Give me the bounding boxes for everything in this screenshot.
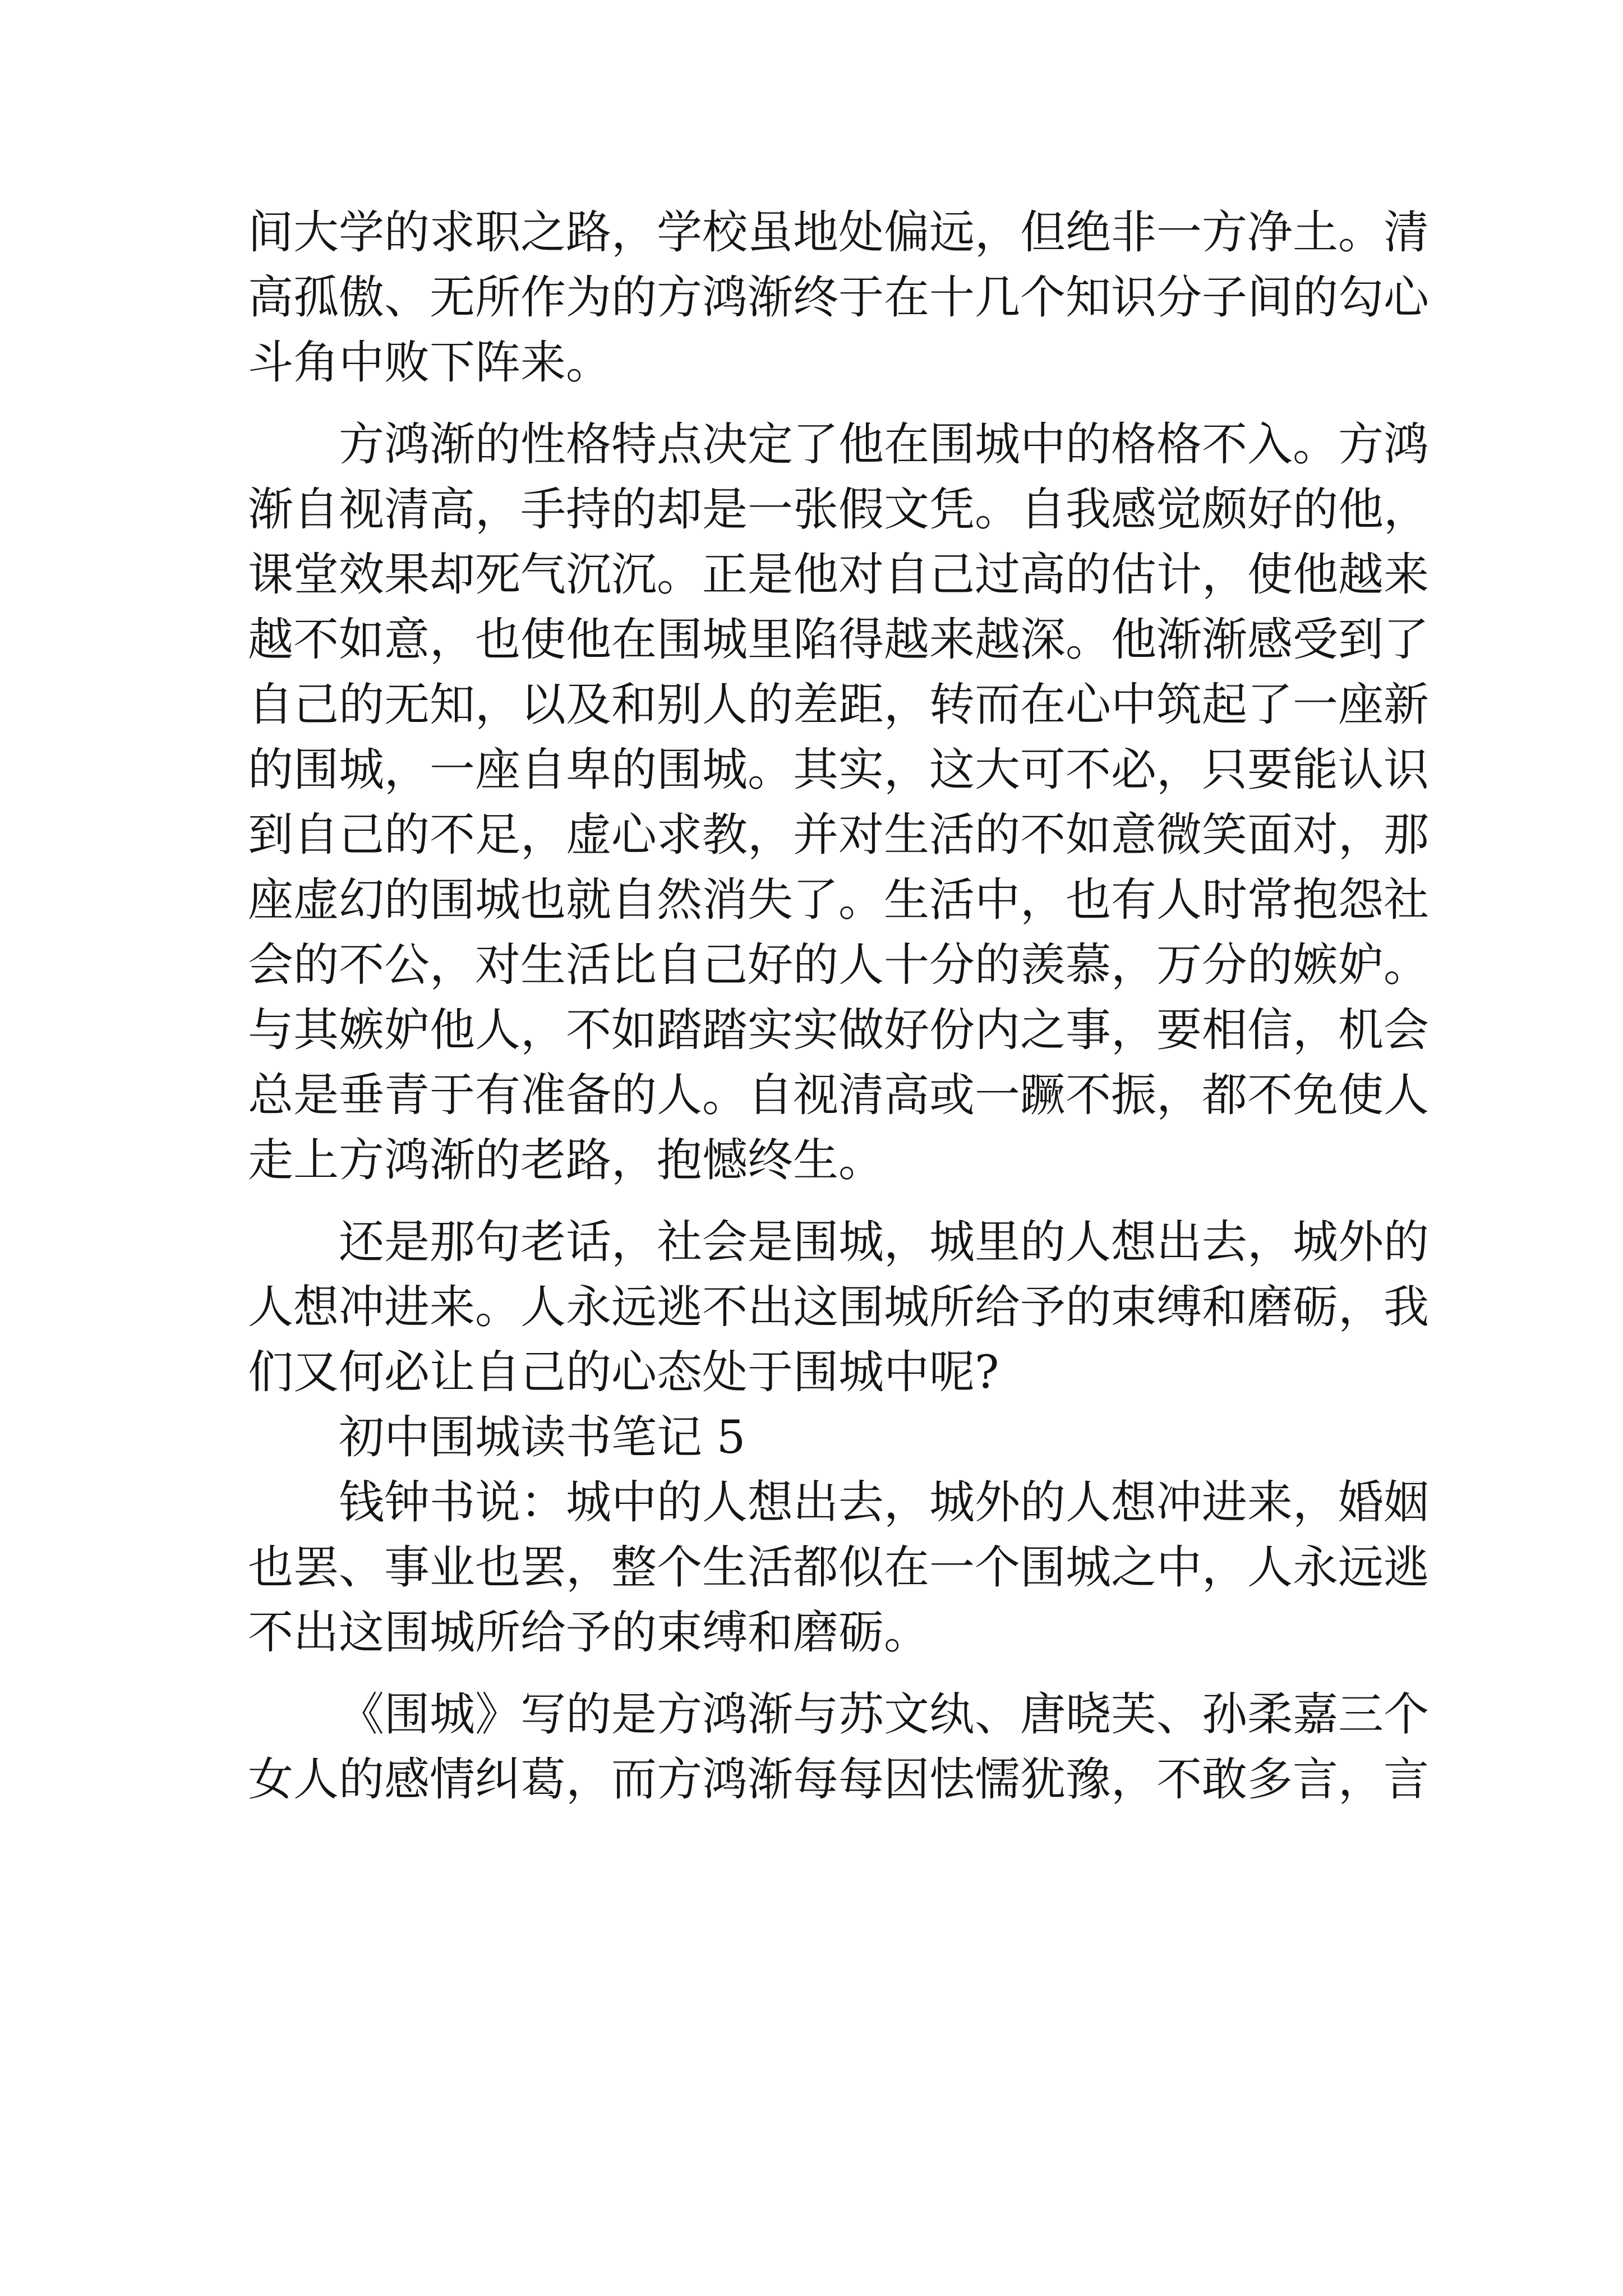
text-line: 课堂效果却死气沉沉。正是他对自己过高的估计，使他越来 — [248, 549, 1430, 601]
text-line: 走上方鸿渐的老路，抱憾终生。 — [248, 1134, 884, 1187]
text-line: 们又何必让自己的心态处于围城中呢? — [248, 1346, 999, 1399]
text-line: 自己的无知，以及和别人的差距，转而在心中筑起了一座新 — [248, 679, 1430, 731]
paragraph-first-line: 方鸿渐的性格特点决定了他在围城中的格格不入。方鸿 — [339, 418, 1430, 471]
section-heading: 初中围城读书笔记 5 — [339, 1411, 746, 1464]
text-line: 不出这围城所给予的束缚和磨砺。 — [248, 1607, 930, 1659]
paragraph-first-line: 《围城》写的是方鸿渐与苏文纨、唐晓芙、孙柔嘉三个 — [339, 1688, 1430, 1741]
text-line: 到自己的不足，虚心求教，并对生活的不如意微笑面对，那 — [248, 809, 1430, 862]
text-line: 间大学的求职之路，学校虽地处偏远，但绝非一方净土。清 — [248, 206, 1430, 259]
text-line: 越不如意，也使他在围城里陷得越来越深。他渐渐感受到了 — [248, 614, 1430, 666]
text-line: 会的不公，对生活比自己好的人十分的羡慕，万分的嫉妒。 — [248, 939, 1430, 992]
paragraph-first-line: 还是那句老话，社会是围城，城里的人想出去，城外的 — [339, 1216, 1430, 1269]
text-line: 斗角中败下阵来。 — [248, 337, 612, 389]
body-text — [248, 200, 1430, 1812]
text-line: 渐自视清高，手持的却是一张假文凭。自我感觉颇好的他， — [248, 484, 1430, 536]
text-line: 也罢、事业也罢，整个生活都似在一个围城之中，人永远逃 — [248, 1542, 1430, 1594]
text-line: 总是垂青于有准备的人。自视清高或一蹶不振，都不免使人 — [248, 1069, 1430, 1122]
text-line: 的围城，一座自卑的围城。其实，这大可不必，只要能认识 — [248, 744, 1430, 797]
paragraph-first-line: 钱钟书说：城中的人想出去，城外的人想冲进来，婚姻 — [339, 1476, 1430, 1529]
text-line: 座虚幻的围城也就自然消失了。生活中，也有人时常抱怨社 — [248, 874, 1430, 927]
text-line: 与其嫉妒他人，不如踏踏实实做好份内之事，要相信，机会 — [248, 1004, 1430, 1057]
text-line: 女人的感情纠葛，而方鸿渐每每因怯懦犹豫，不敢多言，言 — [248, 1754, 1430, 1806]
text-line: 高孤傲、无所作为的方鸿渐终于在十几个知识分子间的勾心 — [248, 272, 1430, 324]
text-line: 人想冲进来。人永远逃不出这围城所给予的束缚和磨砺，我 — [248, 1281, 1430, 1334]
